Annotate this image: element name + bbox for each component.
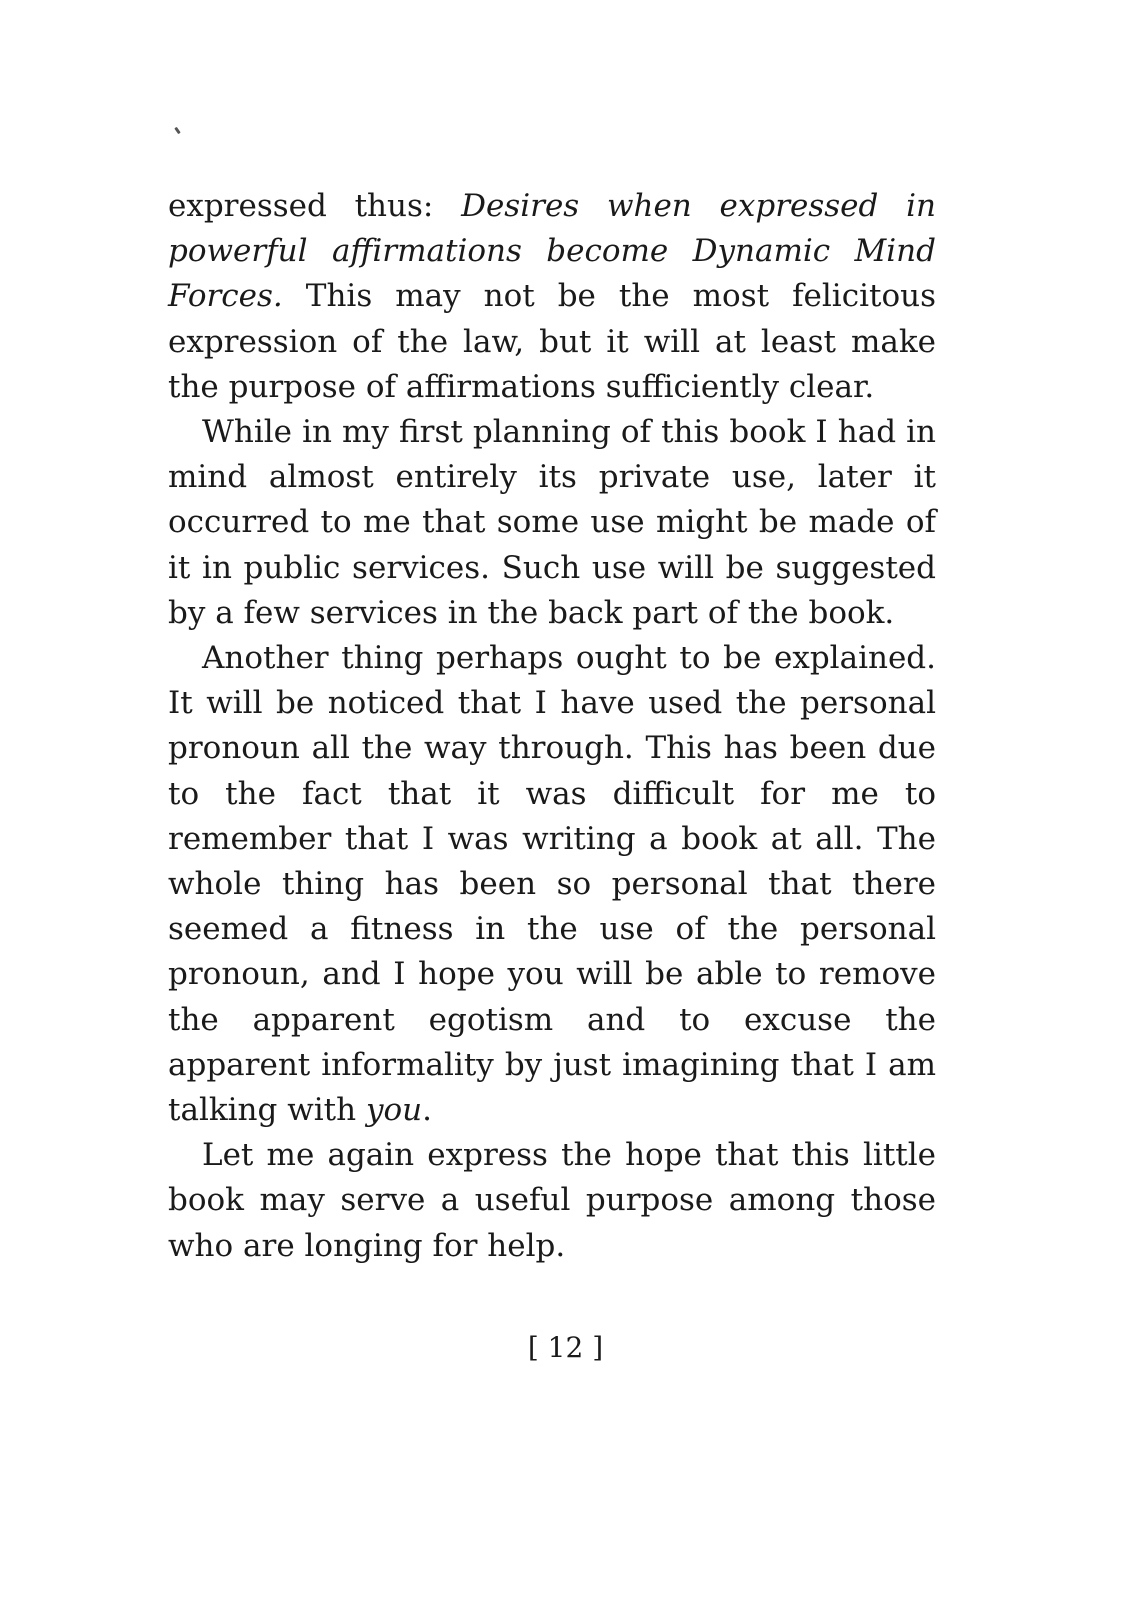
paragraph-2: While in my first planning of this book I had in mind almost entirely its private use, later it occurred to me that some use might be made of it in public services. Such use will be suggested by a few services in the back part of the book. xyxy=(168,414,936,631)
paragraph-1-intro: expressed thus: xyxy=(168,188,462,224)
paragraph-1-rest: This may not be the most felicitous expression of the law, but it will at least make the purpose of affirmations sufficiently clear. xyxy=(168,278,936,405)
page-number: [ 12 ] xyxy=(527,1331,604,1364)
paragraph-1 xyxy=(168,184,936,410)
paragraph-4: Let me again express the hope that this little book may serve a useful purpose among those who are longing for help. xyxy=(168,1137,936,1264)
paragraph-3-end: . xyxy=(422,1092,432,1129)
body-text xyxy=(168,184,936,1269)
paragraph-3 xyxy=(168,636,936,1133)
paragraph-3-text: Another thing perhaps ought to be explained. It will be noticed that I have used the personal pronoun all the way through. This has been due to the fact that it was difficult for me to remember that I was writing a book at all. The whole thing has been so personal that there seemed a fitness in the use of the personal pronoun, and I hope you will be able to remove the apparent egotism and to excuse the apparent informality by just imagining that I am talking with xyxy=(168,640,936,1129)
scan-speck xyxy=(174,127,180,134)
paragraph-1-emphasis: Desires when expressed in powerful affirmations become Dynamic Mind Forces. xyxy=(168,188,937,315)
paragraph-3-emphasis: you xyxy=(365,1092,423,1129)
